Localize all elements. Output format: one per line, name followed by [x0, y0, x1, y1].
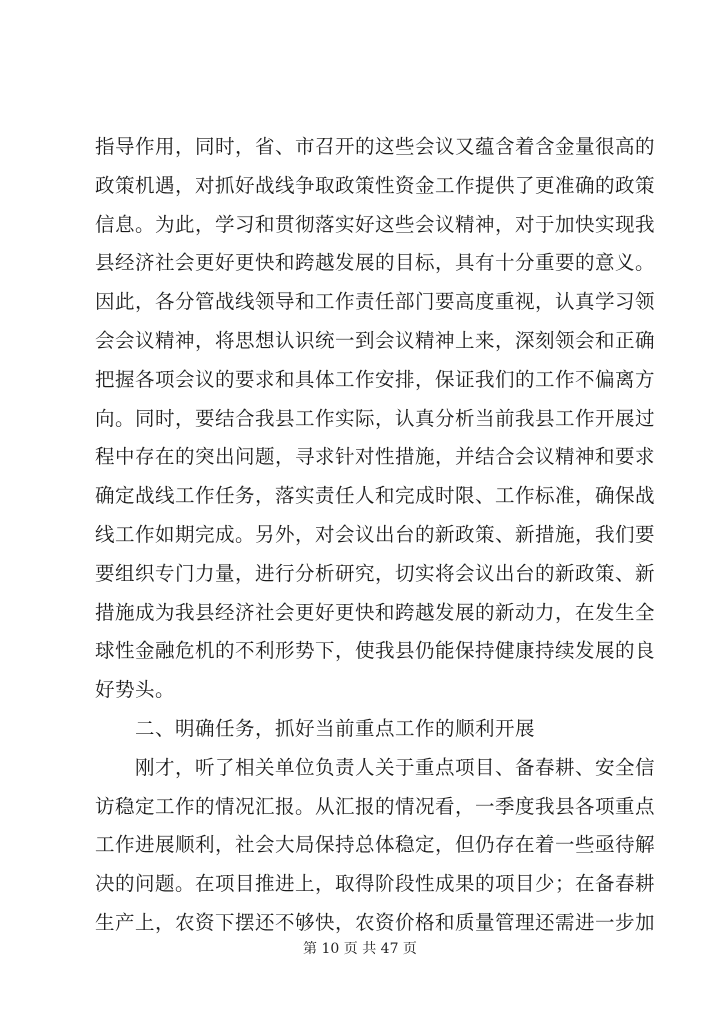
- text-line: 指导作用，同时，省、市召开的这些会议又蕴含着含金量很高的: [95, 135, 656, 158]
- text-line: 访稳定工作的情况汇报。从汇报的情况看，一季度我县各项重点: [95, 794, 656, 818]
- text-line: 线工作如期完成。另外，对会议出台的新政策、新措施，我们要: [95, 522, 656, 546]
- text-line: 信息。为此，学习和贯彻落实好这些会议精神，对于加快实现我: [95, 212, 656, 236]
- text-line: 工作进展顺利，社会大局保持总体稳定，但仍存在着一些亟待解: [95, 833, 656, 857]
- text-line: 县经济社会更好更快和跨越发展的目标，具有十分重要的意义。: [95, 251, 656, 275]
- text-line: 刚才，听了相关单位负责人关于重点项目、备春耕、安全信: [135, 755, 656, 779]
- text-line: 好势头。: [95, 678, 176, 702]
- text-line: 因此，各分管战线领导和工作责任部门要高度重视，认真学习领: [95, 290, 656, 314]
- text-line: 向。同时，要结合我县工作实际，认真分析当前我县工作开展过: [95, 406, 656, 430]
- text-line: 把握各项会议的要求和具体工作安排，保证我们的工作不偏离方: [95, 367, 656, 391]
- text-line: 政策机遇，对抓好战线争取政策性资金工作提供了更准确的政策: [95, 173, 656, 197]
- text-line: 会会议精神，将思想认识统一到会议精神上来，深刻领会和正确: [95, 328, 656, 352]
- text-line: 程中存在的突出问题，寻求针对性措施，并结合会议精神和要求: [95, 445, 656, 469]
- section-heading: 二、明确任务，抓好当前重点工作的顺利开展: [135, 716, 536, 740]
- text-line: 确定战线工作任务，落实责任人和完成时限、工作标准，确保战: [95, 484, 656, 508]
- text-line: 决的问题。在项目推进上，取得阶段性成果的项目少；在备春耕: [95, 872, 656, 896]
- text-line: 要组织专门力量，进行分析研究，切实将会议出台的新政策、新: [95, 561, 656, 585]
- page-footer: [0, 938, 720, 958]
- text-line: 球性金融危机的不利形势下，使我县仍能保持健康持续发展的良: [95, 639, 656, 663]
- page-number: 第 10 页 共 47 页: [303, 941, 417, 957]
- text-line: 生产上，农资下摆还不够快，农资价格和质量管理还需进一步加: [95, 910, 656, 934]
- text-line: 措施成为我县经济社会更好更快和跨越发展的新动力，在发生全: [95, 600, 656, 624]
- body-text: [95, 128, 656, 943]
